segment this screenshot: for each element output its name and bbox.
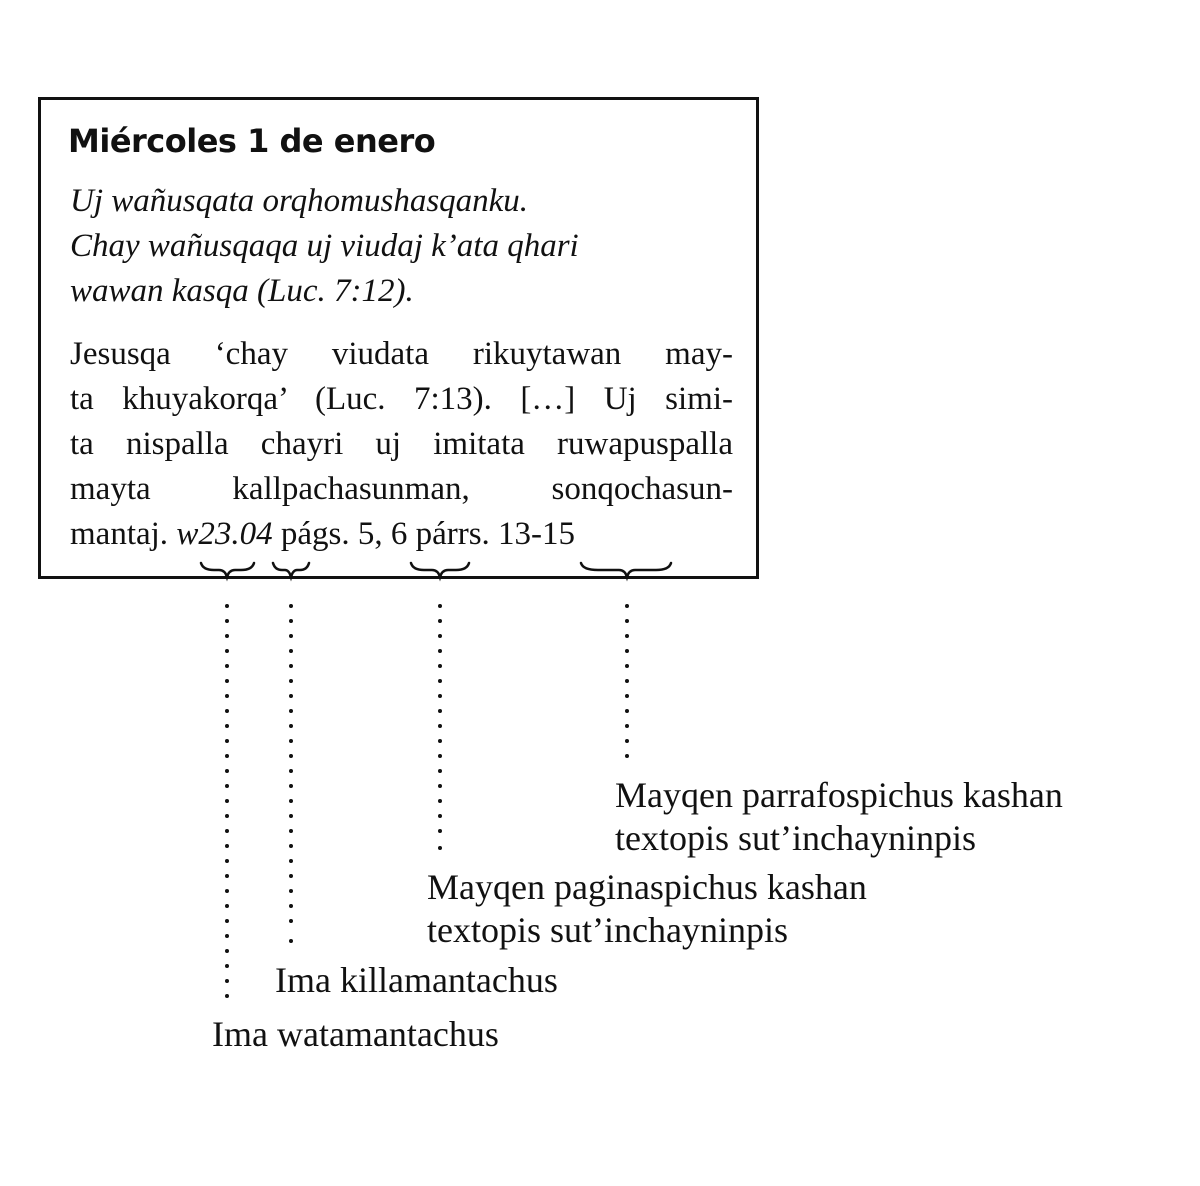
reference-line-start: mantaj.: [70, 516, 169, 552]
pages-brace: [411, 563, 469, 577]
paragraph-line-3: ta nispalla chayri uj imitata ruwapuspalla: [70, 426, 733, 462]
verse-line-3: wawan kasqa (Luc. 7:12).: [70, 273, 414, 309]
pages-label-line-1: Mayqen paginaspichus kashan: [427, 867, 867, 907]
year-dotted-leader: [225, 604, 229, 998]
paragraph-line-2: ta khuyakorqa’ (Luc. 7:13). […] Uj simi-: [70, 381, 733, 417]
verse-line-1: Uj wañusqata orqhomushasqanku.: [70, 183, 529, 219]
pages-dotted-leader: [438, 604, 442, 850]
publication-issue-code: .04: [231, 516, 273, 552]
year-label: Ima watamantachus: [212, 1014, 499, 1054]
paragraphs-brace: [581, 563, 671, 577]
paragraphs-dotted-leader: [625, 604, 629, 758]
paragraphs-value: 13-15: [498, 516, 576, 552]
pages-label: págs.: [280, 516, 350, 552]
paragraphs-label-line-2: textopis sut’inchayninpis: [615, 818, 976, 858]
paragraphs-label: párrs.: [415, 516, 490, 552]
date-heading: Miércoles 1 de enero: [68, 122, 436, 160]
month-label: Ima killamantachus: [275, 960, 558, 1000]
publication-year-code: w23: [176, 516, 232, 552]
year-brace: [201, 563, 254, 577]
month-dotted-leader: [289, 604, 293, 943]
month-brace: [273, 563, 309, 577]
paragraphs-label-line-1: Mayqen parrafospichus kashan: [615, 775, 1063, 815]
paragraph-line-1: Jesusqa ‘chay viudata rikuytawan may-: [70, 336, 733, 372]
pages-value: 5, 6: [357, 516, 408, 552]
paragraph-line-4: mayta kallpachasunman, sonqochasun-: [70, 471, 733, 507]
pages-label-line-2: textopis sut’inchayninpis: [427, 910, 788, 950]
verse-line-2: Chay wañusqaqa uj viudaj k’ata qhari: [70, 228, 579, 264]
